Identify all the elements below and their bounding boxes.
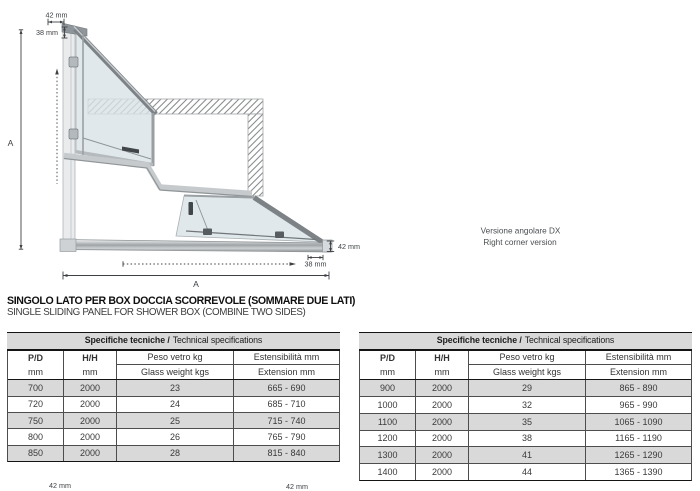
caption-version-it: Versione angolare DX [480, 226, 561, 236]
table-cell: 900 [379, 382, 396, 393]
table-cell: 2000 [415, 414, 468, 430]
table-cell: 2000 [63, 429, 116, 444]
table-title [7, 332, 340, 351]
col-header-pd: P/D mm [27, 352, 43, 377]
table-cell: 2000 [415, 380, 468, 397]
table-cell: 865 - 890 [585, 380, 691, 397]
table-cell: 2000 [63, 413, 116, 428]
dim-right-height-label: 42 mm [338, 242, 360, 251]
table-cell: 2000 [415, 447, 468, 463]
table-row [8, 445, 339, 461]
table-cell: 2000 [415, 431, 468, 447]
table-cell: 665 - 690 [233, 380, 339, 396]
handle-lower [189, 202, 194, 215]
spec-table-left [7, 332, 340, 462]
col-header-extension: Estensibilità mm Extension mm [233, 351, 339, 379]
spec-table-right [359, 332, 692, 481]
footer-dim-right-label: 42 mm [286, 482, 308, 491]
table-cell: 1100 [377, 416, 398, 427]
col-header-pd: P/D mm [379, 352, 395, 377]
column-headers [360, 351, 691, 380]
dim-top-depth-label: 38 mm [36, 28, 58, 37]
table-cell: 41 [468, 447, 585, 463]
table-cell: 35 [468, 414, 585, 430]
table-cell: 2000 [415, 397, 468, 413]
footer-dim-left-label: 42 mm [49, 481, 71, 490]
col-header-extension: Estensibilità mm Extension mm [585, 351, 691, 379]
col-header-hh: H/H mm [415, 351, 468, 379]
col-header-glass-weight: Peso vetro kg Glass weight kgs [468, 351, 585, 379]
dim-height-label: A [7, 138, 14, 148]
caption-version-en: Right corner version [483, 238, 557, 247]
table-cell: 38 [468, 431, 585, 447]
table-rows [360, 380, 691, 480]
table-cell: 1300 [377, 450, 398, 461]
table-cell: 2000 [63, 397, 116, 412]
section-title-english: SINGLE SLIDING PANEL FOR SHOWER BOX (COMBINE TWO SIDES) [7, 307, 306, 318]
table-cell: 965 - 990 [585, 397, 691, 413]
table-cell: 26 [116, 429, 233, 444]
table-row [8, 428, 339, 444]
dim-right-depth-label: 38 mm [304, 259, 327, 269]
table-cell: 850 [27, 448, 44, 459]
dim-top-width-label: 42 mm [45, 10, 68, 20]
table-cell: 25 [116, 413, 233, 428]
table-cell: 720 [27, 399, 44, 410]
roller-left [203, 229, 212, 236]
table-cell: 44 [468, 464, 585, 480]
dim-bottom-width-label: A [193, 279, 199, 289]
table-row [360, 446, 691, 463]
table-cell: 800 [27, 432, 44, 443]
table-cell: 750 [27, 415, 44, 426]
table-cell: 685 - 710 [233, 397, 339, 412]
table-cell: 1000 [377, 400, 398, 411]
table-cell: 29 [468, 380, 585, 397]
col-header-hh: H/H mm [63, 351, 116, 379]
lower-glass-panel [176, 196, 323, 243]
table-cell: 32 [468, 397, 585, 413]
table-cell: 23 [116, 380, 233, 396]
hinge-lower [69, 129, 78, 139]
table-cell: 24 [116, 397, 233, 412]
table-row [360, 430, 691, 447]
table-rows [8, 380, 339, 461]
table-cell: 1265 - 1290 [585, 447, 691, 463]
table-cell: 715 - 740 [233, 413, 339, 428]
table-cell: 1200 [377, 433, 398, 444]
table-row [360, 396, 691, 413]
hinge-upper [69, 57, 78, 67]
table-row [360, 463, 691, 480]
table-row [8, 396, 339, 412]
table-cell: 1400 [377, 466, 398, 477]
table-cell: 700 [27, 382, 44, 393]
table-cell: 1165 - 1190 [585, 431, 691, 447]
upper-glass-panel [69, 27, 156, 167]
table-title-regular: Technical specifications [524, 335, 615, 345]
table-cell: 765 - 790 [233, 429, 339, 444]
table-cell: 2000 [415, 464, 468, 480]
table-cell: 815 - 840 [233, 446, 339, 461]
table-cell: 28 [116, 446, 233, 461]
roller-right [275, 232, 284, 239]
column-headers [8, 351, 339, 380]
table-cell: 2000 [63, 380, 116, 396]
table-cell: 1365 - 1390 [585, 464, 691, 480]
table-cell: 1065 - 1090 [585, 414, 691, 430]
section-title-italian: SINGOLO LATO PER BOX DOCCIA SCORREVOLE (SOMMARE DUE LATI) [7, 295, 356, 307]
table-row [8, 380, 339, 396]
table-title-regular: Technical specifications [172, 335, 263, 345]
table-title-bold: Specifiche tecniche / [84, 335, 170, 345]
table-row [360, 413, 691, 430]
corner-track [64, 156, 252, 197]
table-cell: 2000 [63, 446, 116, 461]
table-title [359, 332, 692, 351]
col-header-glass-weight: Peso vetro kg Glass weight kgs [116, 351, 233, 379]
table-title-bold: Specifiche tecniche / [436, 335, 522, 345]
table-row [360, 380, 691, 397]
table-row [8, 412, 339, 428]
